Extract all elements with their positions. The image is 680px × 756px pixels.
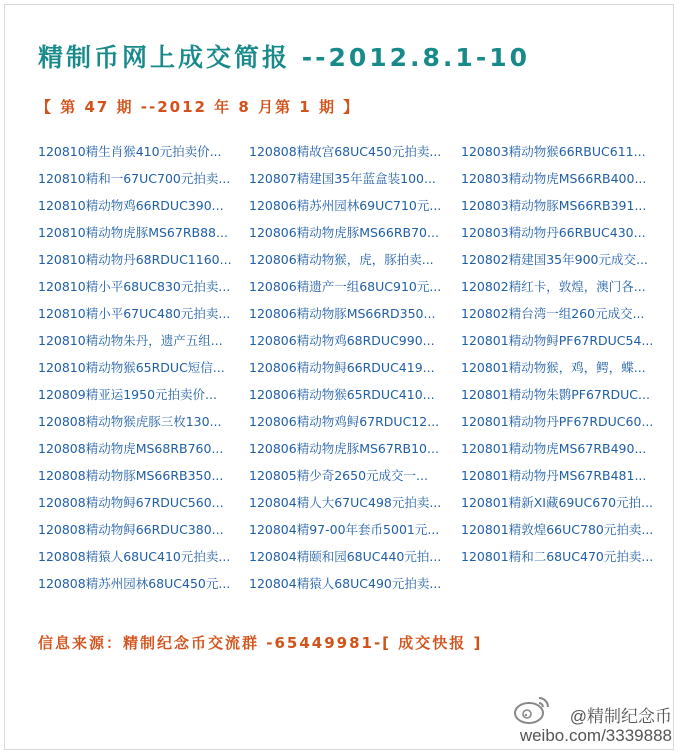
list-item[interactable]: 120801精动物丹PF67RDUC60... xyxy=(461,414,654,429)
list-item[interactable]: 120806精动物鸡鲟67RDUC12... xyxy=(249,414,440,429)
link-column-1 xyxy=(38,138,243,597)
list-item[interactable]: 120801精动物猴，鸡，鳄，蝶... xyxy=(461,360,646,375)
list-item[interactable]: 120808精动物豚MS66RB350... xyxy=(38,468,224,483)
list-item[interactable]: 120806精动物鸡68RDUC990... xyxy=(249,333,435,348)
link-column-2 xyxy=(249,138,454,597)
list-item[interactable]: 120806精动物豚MS66RD350... xyxy=(249,306,436,321)
list-item[interactable]: 120810精动物朱丹，遗产五组... xyxy=(38,333,223,348)
list-item[interactable]: 120810精小平68UC830元拍卖... xyxy=(38,279,231,294)
issue-label: 【 第 47 期 --2012 年 8 月第 1 期 】 xyxy=(36,98,361,116)
list-item[interactable]: 120808精动物虎MS68RB760... xyxy=(38,441,224,456)
list-item[interactable]: 120810精小平67UC480元拍卖... xyxy=(38,306,231,321)
list-item[interactable]: 120803精动物丹66RBUC430... xyxy=(461,225,646,240)
list-item[interactable]: 120802精台湾一组260元成交... xyxy=(461,306,645,321)
list-item[interactable]: 120804精97-00年套币5001元... xyxy=(249,522,440,537)
list-item[interactable]: 120801精动物丹MS67RB481... xyxy=(461,468,647,483)
list-item[interactable]: 120805精少奇2650元成交一... xyxy=(249,468,428,483)
list-item[interactable]: 120810精动物鸡66RDUC390... xyxy=(38,198,224,213)
list-item[interactable]: 120806精动物虎豚MS67RB10... xyxy=(249,441,439,456)
list-item[interactable]: 120810精动物丹68RDUC1160... xyxy=(38,252,232,267)
list-item[interactable]: 120801精动物朱鹮PF67RDUC... xyxy=(461,387,650,402)
list-item[interactable]: 120809精亚运1950元拍卖价... xyxy=(38,387,217,402)
list-item[interactable]: 120808精猿人68UC410元拍卖... xyxy=(38,549,231,564)
page-title: 精制币网上成交简报 --2012.8.1-10 xyxy=(38,43,530,72)
list-item[interactable]: 120808精动物鲟66RDUC380... xyxy=(38,522,224,537)
list-item[interactable]: 120801精新XI藏69UC670元拍... xyxy=(461,495,654,510)
list-item[interactable]: 120808精动物猴虎豚三枚130... xyxy=(38,414,222,429)
list-item[interactable]: 120810精动物猴65RDUC短信... xyxy=(38,360,225,375)
watermark-handle: @精制纪念币 xyxy=(569,707,672,726)
list-item[interactable]: 120806精遗产一组68UC910元... xyxy=(249,279,442,294)
list-item[interactable]: 120806精动物虎豚MS66RB70... xyxy=(249,225,439,240)
list-item[interactable]: 120807精建国35年蓝盒装100... xyxy=(249,171,436,186)
list-item[interactable]: 120804精人大67UC498元拍卖... xyxy=(249,495,442,510)
weibo-logo-icon xyxy=(512,688,552,728)
source-note: 信息来源：精制纪念币交流群 -65449981-[ 成交快报 ] xyxy=(38,634,483,652)
list-item[interactable]: 120803精动物豚MS66RB391... xyxy=(461,198,647,213)
list-item[interactable]: 120810精动物虎豚MS67RB88... xyxy=(38,225,228,240)
list-item[interactable]: 120802精建国35年900元成交... xyxy=(461,252,648,267)
list-item[interactable]: 120801精和二68UC470元拍卖... xyxy=(461,549,654,564)
list-item[interactable]: 120806精动物鲟66RDUC419... xyxy=(249,360,435,375)
watermark-url: weibo.com/3339888 xyxy=(519,726,672,745)
list-item[interactable]: 120801精敦煌66UC780元拍卖... xyxy=(461,522,654,537)
list-item[interactable]: 120803精动物猴66RBUC611... xyxy=(461,144,646,159)
list-item[interactable]: 120808精苏州园林68UC450元... xyxy=(38,576,231,591)
list-item[interactable]: 120806精动物猴65RDUC410... xyxy=(249,387,435,402)
list-item[interactable]: 120804精猿人68UC490元拍卖... xyxy=(249,576,442,591)
list-item[interactable]: 120810精和一67UC700元拍卖... xyxy=(38,171,231,186)
list-item[interactable]: 120808精动物鲟67RDUC560... xyxy=(38,495,224,510)
list-item[interactable]: 120810精生肖猴410元拍卖价... xyxy=(38,144,222,159)
link-column-3 xyxy=(461,138,666,570)
list-item[interactable]: 120803精动物虎MS66RB400... xyxy=(461,171,647,186)
list-item[interactable]: 120806精动物猴，虎，豚拍卖... xyxy=(249,252,434,267)
list-item[interactable]: 120808精故宫68UC450元拍卖... xyxy=(249,144,442,159)
list-item[interactable]: 120804精颐和园68UC440元拍... xyxy=(249,549,442,564)
list-item[interactable]: 120802精红卡，敦煌，澳门各... xyxy=(461,279,646,294)
list-item[interactable]: 120801精动物虎MS67RB490... xyxy=(461,441,647,456)
list-item[interactable]: 120806精苏州园林69UC710元... xyxy=(249,198,442,213)
list-item[interactable]: 120801精动物鲟PF67RDUC54... xyxy=(461,333,654,348)
